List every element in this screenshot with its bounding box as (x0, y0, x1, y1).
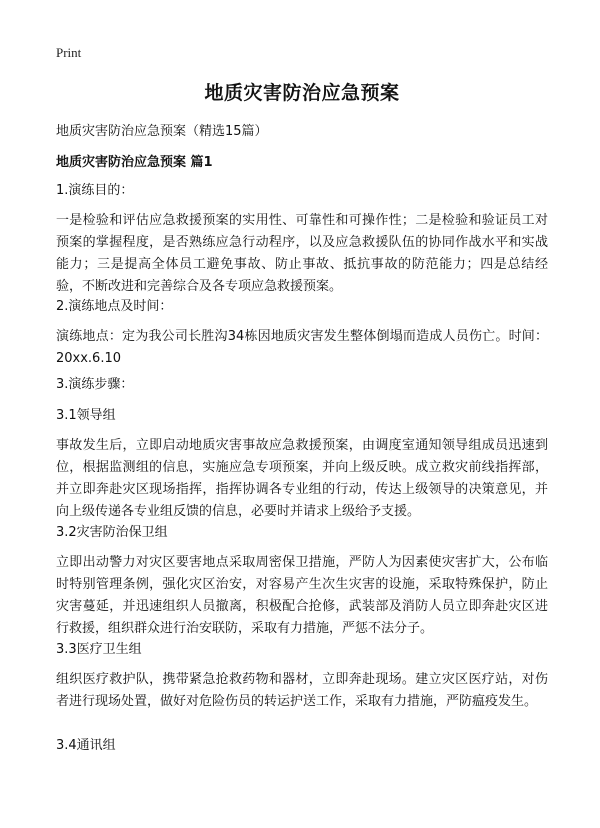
document-subtitle: 地质灾害防治应急预案（精选15篇） (56, 124, 268, 139)
heading-communication-group: 3.4通讯组 (56, 738, 116, 753)
heading-steps: 3.演练步骤： (56, 377, 134, 392)
paragraph-medical-group: 组织医疗救护队，携带紧急抢救药物和器材，立即奔赴现场。建立灾区医疗站，对伤者进行现场处置，做好对危险伤员的转运护送工作，采取有力措施，严防瘟疫发生。 (56, 672, 548, 709)
heading-security-group: 3.2灾害防治保卫组 (56, 525, 168, 540)
heading-purpose: 1.演练目的： (56, 183, 134, 198)
heading-leadership-group: 3.1领导组 (56, 408, 116, 423)
print-link[interactable]: Print (56, 45, 82, 60)
paragraph-purpose: 一是检验和评估应急救援预案的实用性、可靠性和可操作性；二是检验和验证员工对预案的掌握程度，是否熟练应急行动程序，以及应急救援队伍的协同作战水平和实战能力；三是提高全体员工避免事故、防止事故、抵抗事故的防范能力；四是总结经验，不断改进和完善综合及各专项应急救援预案。 (56, 213, 548, 294)
paragraph-leadership-group: 事故发生后，立即启动地质灾害事故应急救援预案，由调度室通知领导组成员迅速到位，根据监测组的信息，实施应急专项预案，并向上级反映。成立救灾前线指挥部，并立即奔赴灾区现场指挥，指挥协调各专业组的行动，传达上级领导的决策意见，并向上级传递各专业组反馈的信息，必要时并请求上级给予支援。 (56, 438, 548, 519)
document-title: 地质灾害防治应急预案 (204, 82, 400, 104)
heading-location-time: 2.演练地点及时间： (56, 299, 173, 314)
section-title: 地质灾害防治应急预案 篇1 (56, 155, 213, 170)
paragraph-security-group: 立即出动警力对灾区要害地点采取周密保卫措施，严防人为因素使灾害扩大，公布临时特别管理条例，强化灾区治安，对容易产生次生灾害的设施，采取特殊保护，防止灾害蔓延，并迅速组织人员撤离，积极配合抢修，武装部及消防人员立即奔赴灾区进行救援，组织群众进行治安联防，采取有力措施，严惩不法分子。 (56, 555, 548, 636)
heading-medical-group: 3.3医疗卫生组 (56, 642, 142, 657)
paragraph-location-time: 演练地点：定为我公司长胜沟34栋因地质灾害发生整体倒塌而造成人员伤亡。时间：20xx.6.10 (56, 329, 548, 366)
